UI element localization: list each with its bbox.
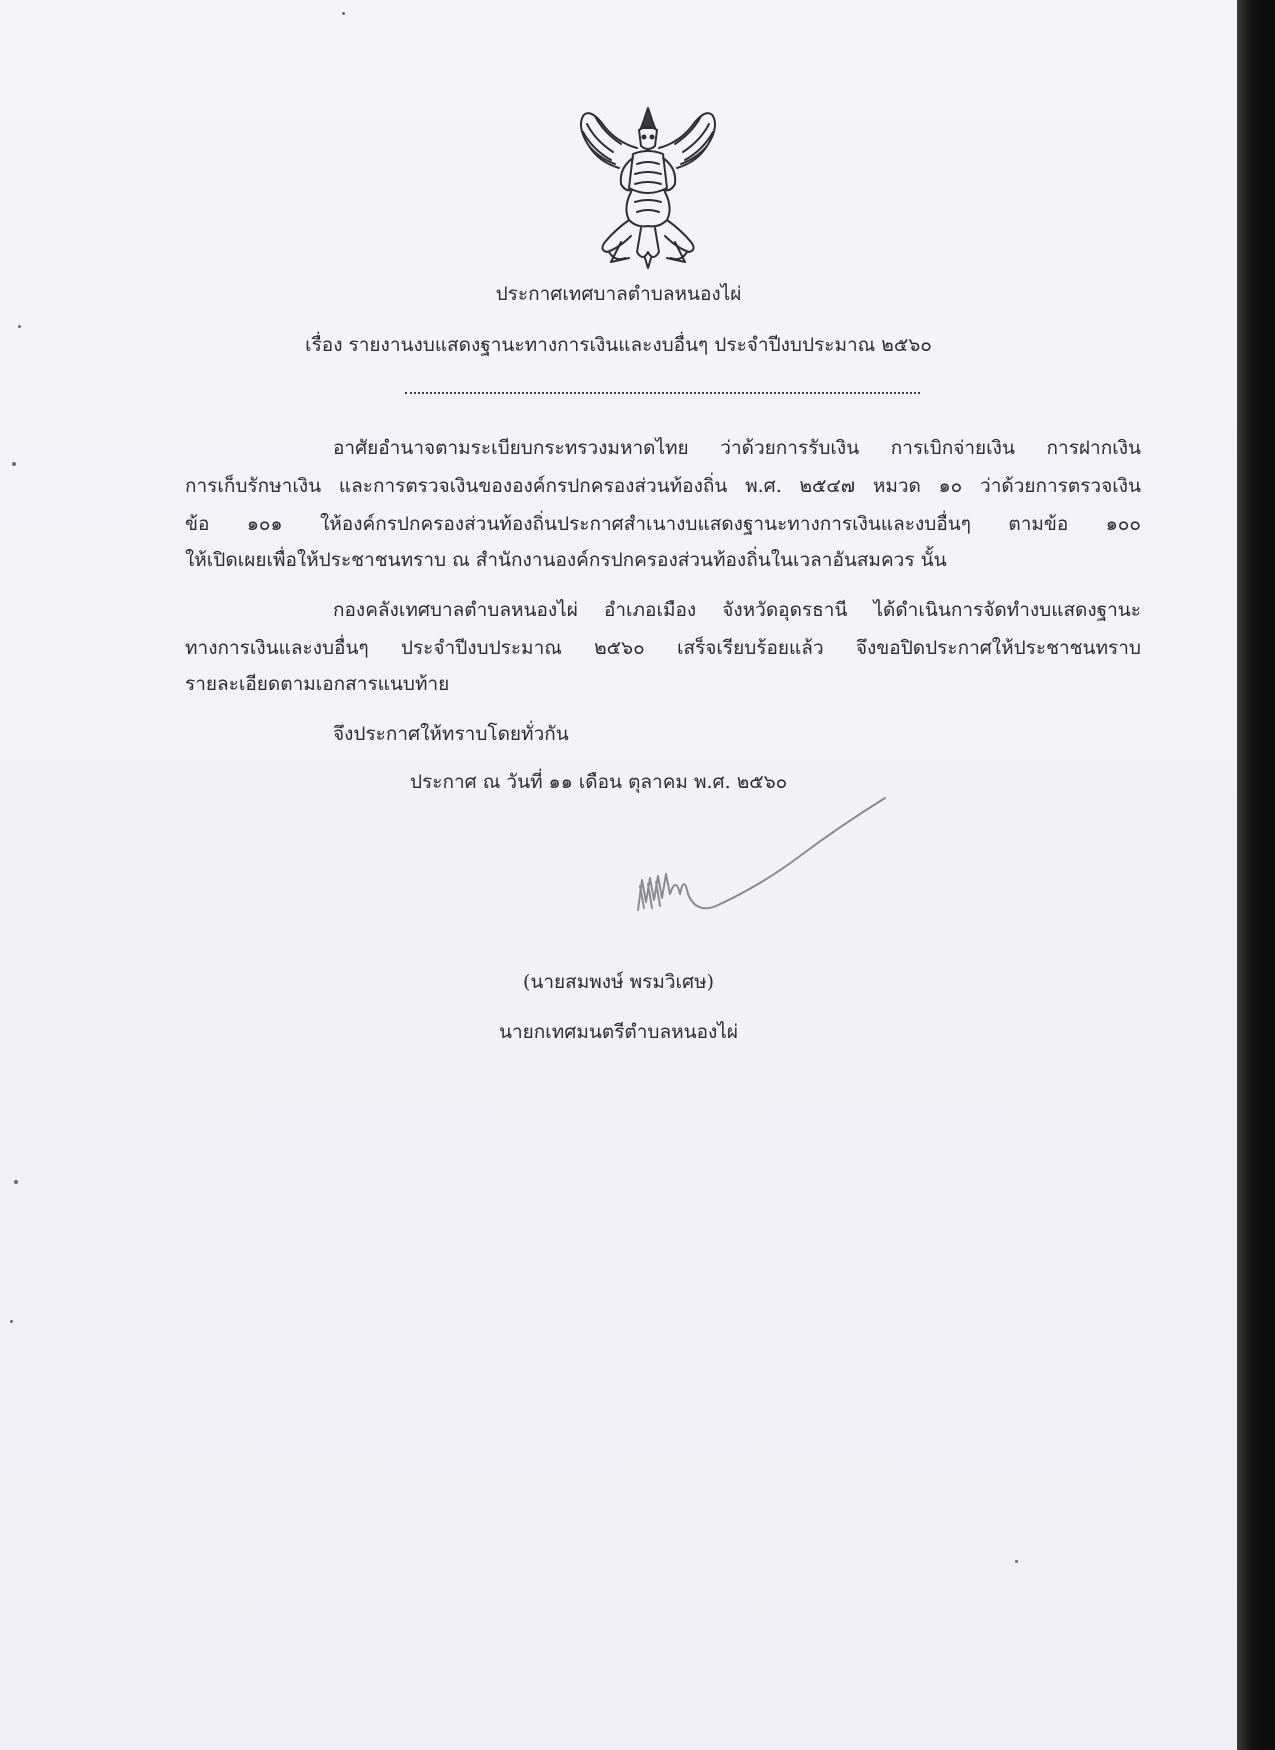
scan-edge xyxy=(1237,0,1275,1750)
paper-speck xyxy=(18,325,21,328)
paragraph-2-line: กองคลังเทศบาลตำบลหนองไผ่ อำเภอเมือง จังหวัดอุดรธานี ได้ดำเนินการจัดทำงบแสดงฐานะ xyxy=(333,599,1141,621)
paper-speck xyxy=(342,12,345,15)
paper-speck xyxy=(12,462,16,466)
announcement-subject: เรื่อง รายงานงบแสดงฐานะทางการเงินและงบอื่นๆ ประจำปีงบประมาณ ๒๕๖๐ xyxy=(305,334,932,356)
paper-speck xyxy=(10,1320,13,1323)
paragraph-1-line: อาศัยอำนาจตามระเบียบกระทรวงมหาดไทย ว่าด้วยการรับเงิน การเบิกจ่ายเงิน การฝากเงิน xyxy=(333,437,1141,459)
signer-name: (นายสมพงษ์ พรมวิเศษ) xyxy=(522,971,715,993)
paragraph-2-line: ทางการเงินและงบอื่นๆ ประจำปีงบประมาณ ๒๕๖๐ เสร็จเรียบร้อยแล้ว จึงขอปิดประกาศให้ประชาชนทราบ xyxy=(185,637,1141,659)
announcement-heading: ประกาศเทศบาลตำบลหนองไผ่ xyxy=(495,283,742,305)
paper-speck xyxy=(14,1180,18,1184)
announcement-date: ประกาศ ณ วันที่ ๑๑ เดือน ตุลาคม พ.ศ. ๒๕๖๐ xyxy=(410,771,788,793)
handwritten-signature-icon xyxy=(630,790,900,920)
signer-title: นายกเทศมนตรีตำบลหนองไผ่ xyxy=(498,1021,739,1043)
paragraph-1-line: ข้อ ๑๐๑ ให้องค์กรปกครองส่วนท้องถิ่นประกาศสำเนางบแสดงฐานะทางการเงินและงบอื่นๆ ตามข้อ ๑๐๐ xyxy=(185,513,1141,535)
garuda-emblem-icon xyxy=(575,102,721,270)
paper-speck xyxy=(1015,1560,1018,1563)
paragraph-2-line: รายละเอียดตามเอกสารแนบท้าย xyxy=(185,673,450,695)
closing-statement: จึงประกาศให้ทราบโดยทั่วกัน xyxy=(333,723,569,745)
paragraph-1-line: การเก็บรักษาเงิน และการตรวจเงินขององค์กรปกครองส่วนท้องถิ่น พ.ศ. ๒๕๔๗ หมวด ๑๐ ว่าด้วยการตรวจเงิน xyxy=(185,475,1141,497)
paragraph-1-line: ให้เปิดเผยเพื่อให้ประชาชนทราบ ณ สำนักงานองค์กรปกครองส่วนท้องถิ่นในเวลาอันสมควร นั้น xyxy=(185,549,947,571)
separator-line xyxy=(405,390,920,394)
